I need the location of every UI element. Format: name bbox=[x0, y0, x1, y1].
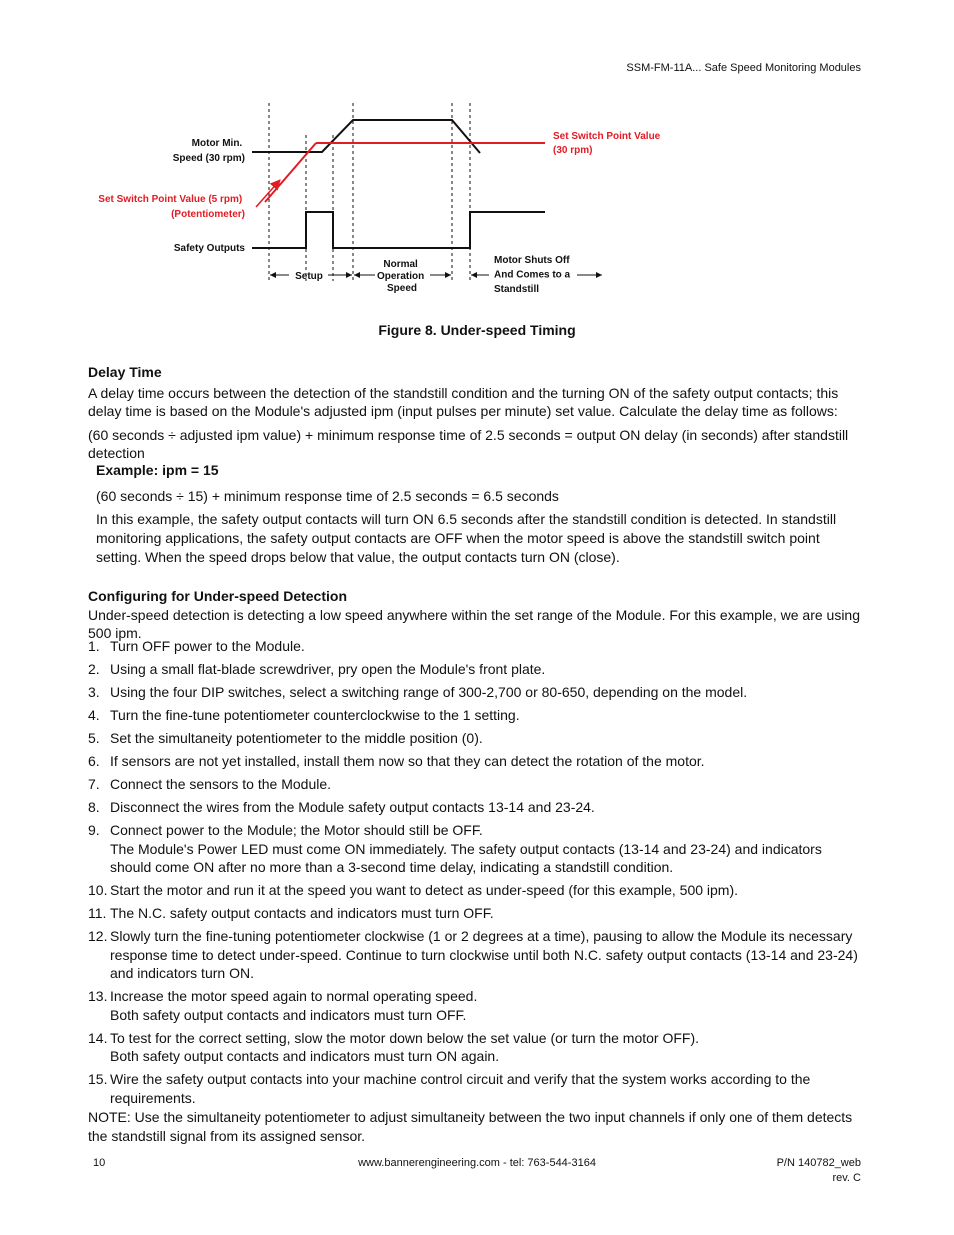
step-text: The N.C. safety output contacts and indicators must turn OFF. bbox=[110, 905, 494, 921]
step-number: 2. bbox=[88, 661, 100, 677]
step-text: Connect power to the Module; the Motor should still be OFF. bbox=[110, 822, 483, 838]
list-item bbox=[88, 637, 863, 656]
list-item bbox=[88, 798, 863, 817]
step-text: Increase the motor speed again to normal operating speed. bbox=[110, 988, 478, 1004]
step-text: Set the simultaneity potentiometer to the middle position (0). bbox=[110, 730, 483, 746]
adjust-arrow bbox=[256, 180, 280, 207]
step-number: 4. bbox=[88, 707, 100, 723]
delay-time-formula: (60 seconds ÷ adjusted ipm value) + minimum response time of 2.5 seconds = output ON delay (in seconds) after standstill detection bbox=[88, 427, 849, 461]
step-number: 11. bbox=[88, 905, 107, 921]
step-text: Using the four DIP switches, select a switching range of 300-2,700 or 80-650, depending on the model. bbox=[110, 684, 748, 700]
step-number: 12. bbox=[88, 928, 108, 944]
step-text: Wire the safety output contacts into your machine control circuit and verify that the system works according to the requirements. bbox=[110, 1071, 811, 1106]
step-number: 1. bbox=[88, 638, 100, 654]
example-section bbox=[96, 461, 863, 567]
step-text: Using a small flat-blade screwdriver, pry open the Module's front plate. bbox=[110, 661, 546, 677]
label-safety-outputs: Safety Outputs bbox=[173, 243, 245, 254]
step-number: 10. bbox=[88, 882, 108, 898]
running-header: SSM-FM-11A... Safe Speed Monitoring Modules bbox=[626, 62, 861, 74]
under-speed-timing-diagram bbox=[0, 0, 954, 310]
example-paragraph: In this example, the safety output contacts will turn ON 6.5 seconds after the standstill condition is detected. In standstill monitoring applications, the safety output contacts are OFF when the motor speed is above the standstill switch point setting. When the speed drops below that value, the output contacts turn ON (close). bbox=[96, 511, 837, 565]
configuration-steps-list bbox=[88, 637, 863, 1112]
list-item bbox=[88, 752, 863, 771]
list-item bbox=[88, 1070, 863, 1107]
step-number: 5. bbox=[88, 730, 100, 746]
list-item bbox=[88, 775, 863, 794]
step-number: 8. bbox=[88, 799, 100, 815]
safety-outputs-trace bbox=[252, 212, 545, 248]
step-text: If sensors are not yet installed, install them now so that they can detect the rotation of the motor. bbox=[110, 753, 705, 769]
example-heading: Example: ipm = 15 bbox=[96, 462, 219, 478]
step-text: Slowly turn the fine-tuning potentiometer clockwise (1 or 2 degrees at a time), pausing to allow the Module its necessary response time to detect under-speed. Continue to turn clockwise until both N.C. safety output contacts (13-14 and 23-24) and indicators turn ON. bbox=[110, 928, 858, 981]
list-item bbox=[88, 881, 863, 900]
label-set-switch-30rpm: Set Switch Point Value (30 rpm) bbox=[553, 131, 661, 156]
label-setup: Setup bbox=[295, 271, 323, 282]
list-item bbox=[88, 904, 863, 923]
footer-page-number: 10 bbox=[93, 1157, 106, 1169]
step-detail: Both safety output contacts and indicators must turn ON again. bbox=[110, 1048, 500, 1064]
step-detail: The Module's Power LED must come ON immediately. The safety output contacts (13-14 and 23-24) and indicators should come ON after no more than a 3-second time delay, indicating a standstill condition. bbox=[110, 840, 822, 875]
list-item bbox=[88, 660, 863, 679]
configuring-section bbox=[88, 587, 863, 642]
step-text: Turn OFF power to the Module. bbox=[110, 638, 305, 654]
footer-pn: P/N 140782_web bbox=[776, 1157, 861, 1169]
label-motor-min: Motor Min. Speed (30 rpm) bbox=[172, 138, 245, 164]
step-text: Start the motor and run it at the speed you want to detect as under-speed (for this example, 500 ipm). bbox=[110, 882, 739, 898]
footer-rev: rev. C bbox=[832, 1172, 861, 1184]
note-paragraph: NOTE: Use the simultaneity potentiometer to adjust simultaneity between the two input channels if only one of them detects the standstill signal from its assigned sensor. bbox=[88, 1109, 853, 1144]
label-normal-operation: Normal Operation Speed bbox=[376, 259, 425, 294]
step-text: Disconnect the wires from the Module safety output contacts 13-14 and 23-24. bbox=[110, 799, 595, 815]
step-number: 13. bbox=[88, 988, 108, 1004]
step-text: To test for the correct setting, slow the motor down below the set value (or turn the motor OFF). bbox=[110, 1029, 700, 1046]
list-item bbox=[88, 729, 863, 748]
footer-contact: www.bannerengineering.com - tel: 763-544-3164 bbox=[358, 1157, 596, 1169]
list-item bbox=[88, 927, 863, 983]
delay-time-heading: Delay Time bbox=[88, 364, 162, 380]
delay-time-paragraph: A delay time occurs between the detection of the standstill condition and the turning ON of the safety output contacts; this delay time is based on the Module's adjusted ipm (input pulses per minute) set value. Calculate the delay time as follows: bbox=[88, 385, 839, 419]
delay-time-section bbox=[88, 363, 863, 462]
step-number: 6. bbox=[88, 753, 100, 769]
step-number: 9. bbox=[88, 822, 100, 838]
configuring-heading: Configuring for Under-speed Detection bbox=[88, 588, 347, 604]
step-detail: Both safety output contacts and indicators must turn OFF. bbox=[110, 1006, 467, 1023]
list-item bbox=[88, 683, 863, 702]
list-item bbox=[88, 706, 863, 725]
step-number: 7. bbox=[88, 776, 100, 792]
step-number: 15. bbox=[88, 1071, 108, 1087]
motor-speed-trace bbox=[252, 120, 480, 153]
list-item bbox=[88, 987, 863, 1024]
figure-caption: Figure 8. Under-speed Timing bbox=[378, 322, 576, 338]
label-motor-shuts-off: Motor Shuts Off And Comes to a Standstill bbox=[494, 255, 571, 295]
step-text: Connect the sensors to the Module. bbox=[110, 776, 332, 792]
label-set-switch-5rpm: Set Switch Point Value (5 rpm) (Potentiometer) bbox=[98, 194, 245, 220]
step-number: 14. bbox=[88, 1029, 108, 1046]
list-item bbox=[88, 1029, 863, 1066]
footer-part-number bbox=[777, 1156, 861, 1186]
configuring-intro: Under-speed detection is detecting a low speed anywhere within the set range of the Module. For this example, we are using 500 ipm. bbox=[88, 607, 860, 641]
list-item bbox=[88, 821, 863, 877]
example-calc: (60 seconds ÷ 15) + minimum response time of 2.5 seconds = 6.5 seconds bbox=[96, 488, 559, 504]
step-text: Turn the fine-tune potentiometer counterclockwise to the 1 setting. bbox=[110, 707, 520, 723]
step-number: 3. bbox=[88, 684, 100, 700]
